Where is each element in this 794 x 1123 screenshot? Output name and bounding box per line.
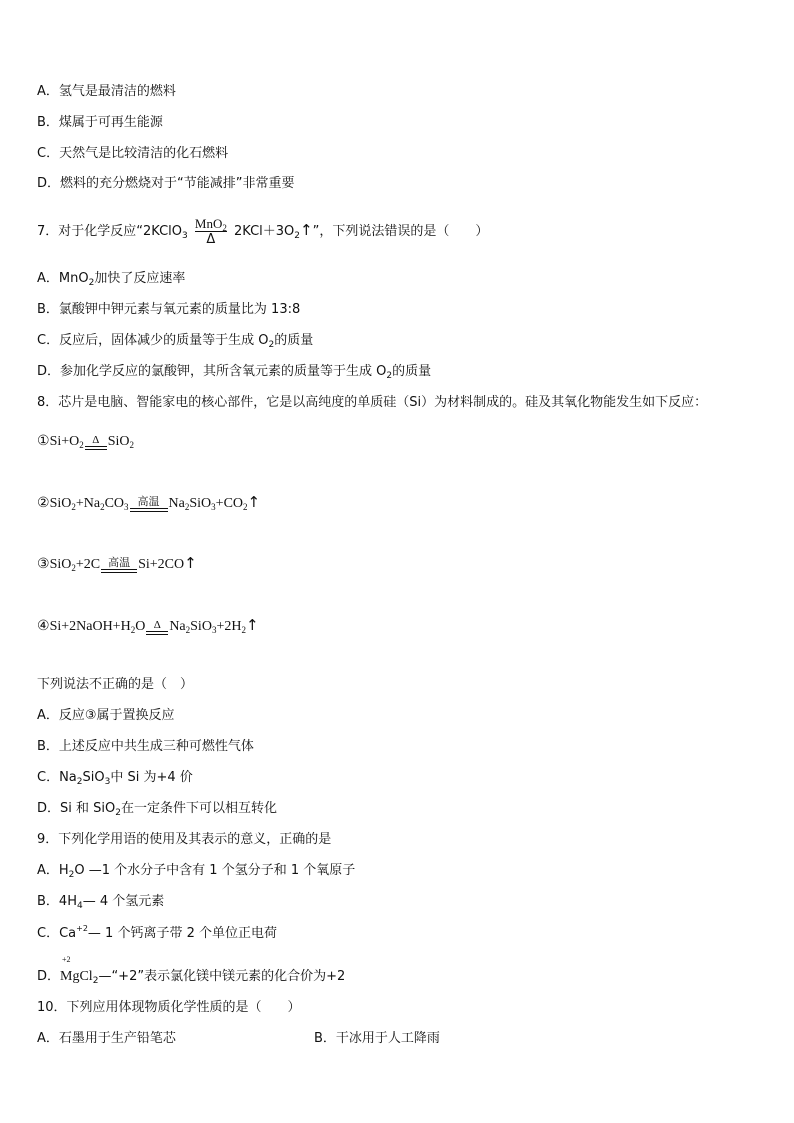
q9-option-a: A．$H_2O$ —1 个水分子中含有 1 个氢分子和 1 个氧原子 [37,863,356,880]
q10-option-a: A．石墨用于生产铅笔芯 [37,1031,176,1046]
q6-option-c: C．天然气是比较清洁的化石燃料 [37,146,229,161]
valence-mark: +2 M [60,955,73,984]
q7-option-b: B．氯酸钾中钾元素与氧元素的质量比为 13:8 [37,302,301,317]
q7-option-a: A．MnO$_2$加快了反应速率 [37,271,186,288]
q7-option-d: D．参加化学反应的氯酸钾，其所含氧元素的质量等于生成 $O_2$的质量 [37,364,432,381]
q9-option-d: D． +2 MgCl$_2$—“+2”表示氯化镁中镁元素的化合价为+2 [37,956,345,990]
gas-arrow-icon: ↑ [247,493,261,511]
q8-option-b: B．上述反应中共生成三种可燃性气体 [37,739,254,754]
q6-option-b: B．煤属于可再生能源 [37,115,163,130]
q8-stem: 8．芯片是电脑、智能家电的核心部件，它是以高纯度的单质硅（Si）为材料制成的。硅及其氧化物能发生如下反应： [37,395,708,410]
q9-option-b: B．$4H_4—$ 4 个氢元素 [37,894,165,911]
gas-arrow-icon: ↑ [300,221,313,239]
q7-option-c: C．反应后，固体减少的质量等于生成 $O_2$的质量 [37,333,314,350]
q9-option-c: C．$Ca^{+2}—$ 1 个钙离子带 2 个单位正电荷 [37,924,277,941]
q9-stem: 9．下列化学用语的使用及其表示的意义，正确的是 [37,832,332,847]
q7-stem: 7．对于化学反应“2KClO$_3$ $\frac{MnO_2}{\Delta}$ $2KCl+3O_2↑$”，下列说法错误的是（ ） [37,216,489,247]
gas-arrow-icon: ↑ [184,554,197,572]
q6-option-a: A．氢气是最清洁的燃料 [37,84,176,99]
gas-arrow-icon: ↑ [245,616,259,634]
q7-reaction-condition: $\frac{MnO_2}{\Delta}$ [194,216,227,247]
q8-option-a: A．反应③属于置换反应 [37,708,175,723]
q8-reaction-4: $④Si+2NaOH+H_2O$ Δ $Na_2SiO_3+2H_2↑$ [37,616,259,635]
q8-option-d: D．Si 和 SiO$_2$在一定条件下可以相互转化 [37,801,277,818]
q8-reaction-2: $②SiO_2+Na_2CO_3$ 高温 $Na_2SiO_3+CO_2↑$ [37,493,261,512]
q8-reaction-3: ③SiO$_2$+2C 高温 Si+2CO↑ [37,554,197,573]
q10-option-b: B．干冰用于人工降雨 [314,1031,440,1046]
q8-question: 下列说法不正确的是（ ） [37,677,194,692]
q6-option-d: D．燃料的充分燃烧对于“节能减排”非常重要 [37,176,295,191]
q10-stem: 10．下列应用体现物质化学性质的是（ ） [37,1000,301,1015]
q8-reaction-1: $①Si+O_2$ Δ SiO$_2$ [37,434,135,450]
q8-option-c: C．$Na_2SiO_3$中 Si 为+4 价 [37,770,193,787]
